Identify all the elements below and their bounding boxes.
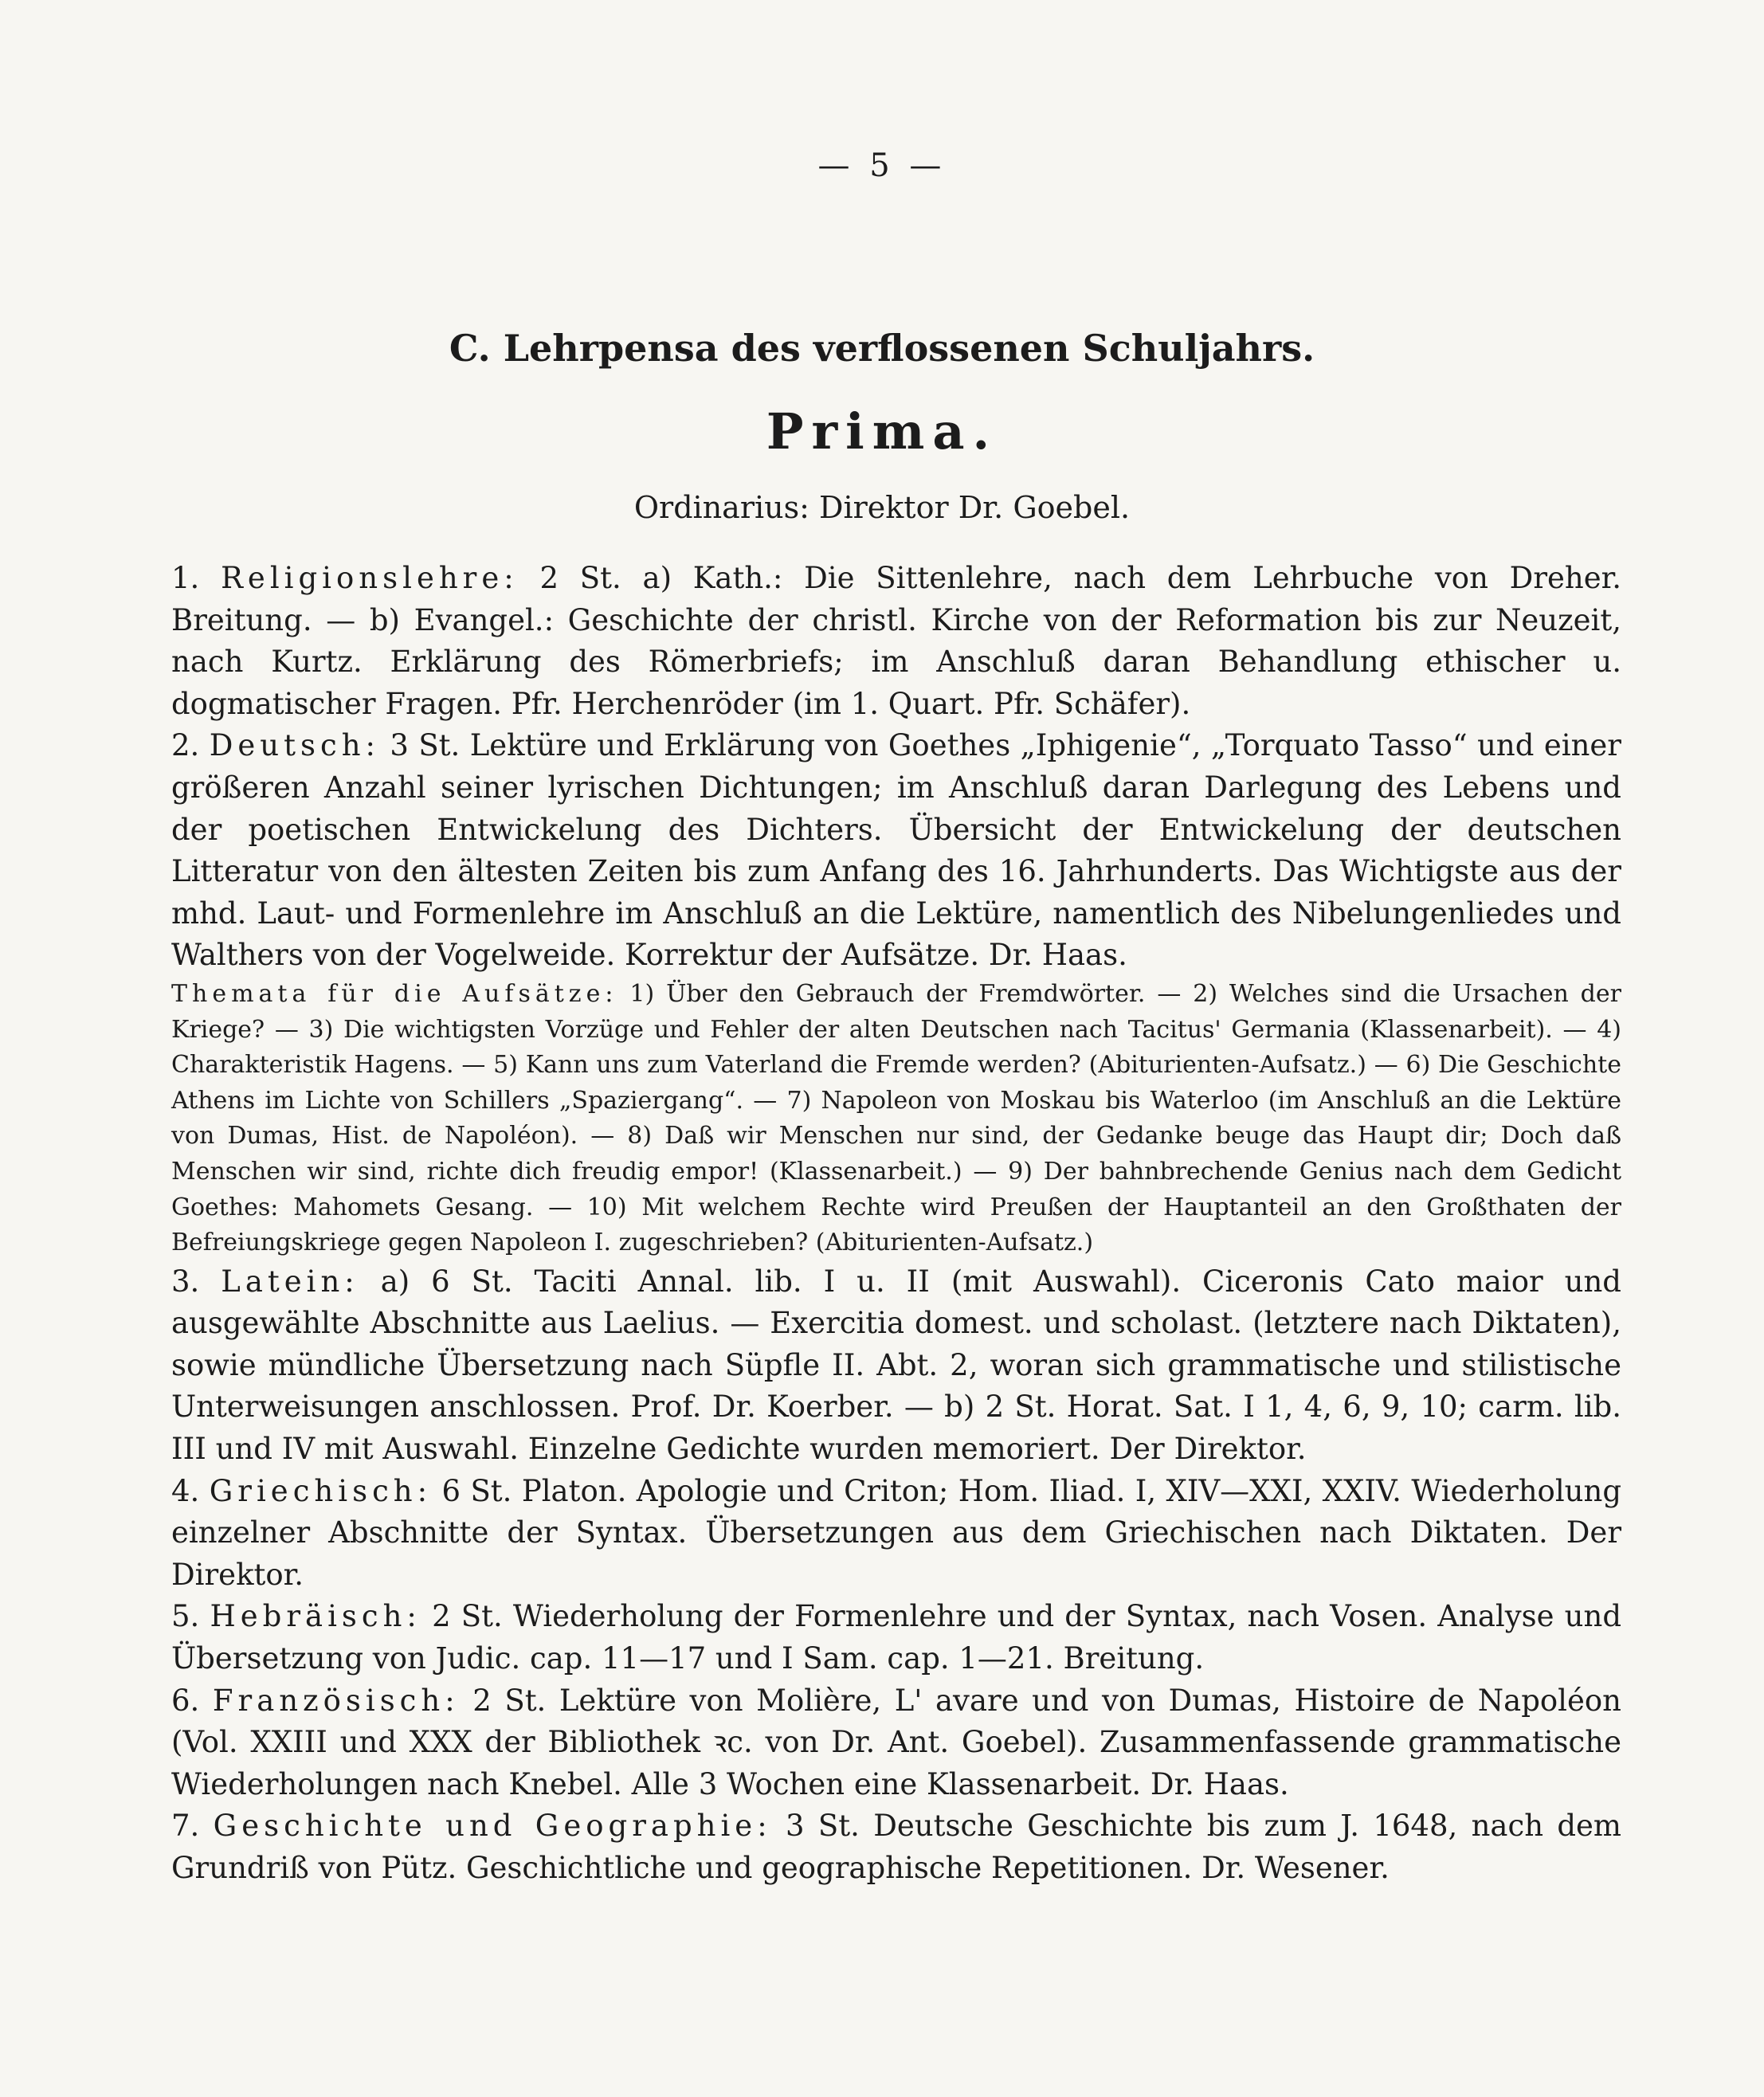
lehrpensa-body xyxy=(171,558,1621,1890)
subject-name: Latein: xyxy=(221,1264,359,1299)
subject-geschichte xyxy=(171,1805,1621,1889)
subject-name: Griechisch: xyxy=(209,1473,433,1508)
subject-number: 3. xyxy=(171,1264,200,1299)
subject-number: 6. xyxy=(171,1683,200,1718)
subject-deutsch xyxy=(171,725,1621,977)
subject-name: Deutsch: xyxy=(209,728,380,763)
subject-text: 3 St. Lektüre und Erklärung von Goethes „Iphigenie“, „Torquato Tasso“ und einer größeren Anzahl seiner lyrischen Dichtungen; im Anschluß daran Darlegung des Lebens und der poetischen Entwickelung des Dichters. Übersicht der Entwickelung der deutschen Litteratur von den ältesten Zeiten bis zum Anfang des 16. Jahrhunderts. Das Wichtigste aus der mhd. Laut- und Formenlehre im Anschluß an die Lektüre, namentlich des Nibelungenliedes und Walthers von der Vogelweide. Korrektur der Aufsätze. Dr. Haas. xyxy=(171,728,1621,973)
subject-text: a) 6 St. Taciti Annal. lib. I u. II (mit Auswahl). Ciceronis Cato maior und ausgewählte Abschnitte aus Laelius. — Exercitia domest. und scholast. (letztere nach Diktaten), sowie mündliche Übersetzung nach Süpfle II. Abt. 2, woran sich grammatische und stilistische Unterweisungen anschlossen. Prof. Dr. Koerber. — b) 2 St. Horat. Sat. I 1, 4, 6, 9, 10; carm. lib. III und IV mit Auswahl. Einzelne Gedichte wurden memoriert. Der Direktor. xyxy=(171,1264,1621,1467)
subject-latein xyxy=(171,1261,1621,1471)
subject-hebraeisch xyxy=(171,1596,1621,1680)
subject-number: 4. xyxy=(171,1473,200,1508)
page-number: — 5 — xyxy=(817,147,947,184)
subject-name: Hebräisch: xyxy=(210,1599,421,1634)
subject-number: 2. xyxy=(171,728,200,763)
subject-text: 6 St. Platon. Apologie und Criton; Hom. Iliad. I, XIV—XXI, XXIV. Wiederholung einzelner Abschnitte der Syntax. Übersetzungen aus dem Griechischen nach Diktaten. Der Direktor. xyxy=(171,1473,1622,1592)
subject-griechisch xyxy=(171,1471,1621,1597)
subject-text: 2 St. Wiederholung der Formenlehre und der Syntax, nach Vosen. Analyse und Übersetzung von Judic. cap. 11—17 und I Sam. cap. 1—21. Breitung. xyxy=(171,1599,1622,1676)
subject-number: 7. xyxy=(171,1809,200,1844)
class-title: Prima. xyxy=(766,402,998,461)
themata-label: Themata für die Aufsätze: xyxy=(171,979,618,1008)
subject-number: 5. xyxy=(171,1599,200,1634)
subject-text: 3 St. Deutsche Geschichte bis zum J. 1648, nach dem Grundriß von Pütz. Geschichtliche und geographische Repetitionen. Dr. Wesener. xyxy=(171,1809,1622,1885)
subject-name: Religionslehre: xyxy=(221,561,519,595)
subject-franzoesisch xyxy=(171,1680,1621,1806)
subject-religion xyxy=(171,558,1621,725)
themata-text: 1) Über den Gebrauch der Fremdwörter. — 2) Welches sind die Ursachen der Kriege? — 3) Die wichtigsten Vorzüge und Fehler der alten Deutschen nach Tacitus' Germania (Klassenarbeit). — 4) Charakteristik Hagens. — 5) Kann uns zum Vaterland die Fremde werden? (Abiturienten-Aufsatz.) — 6) Die Geschichte Athens im Lichte von Schillers „Spaziergang“. — 7) Napoleon von Moskau bis Waterloo (im Anschluß an die Lektüre von Dumas, Hist. de Napoléon). — 8) Daß wir Menschen nur sind, der Gedanke beuge das Haupt dir; Doch daß Menschen wir sind, richte dich freudig empor! (Klassenarbeit.) — 9) Der bahnbrechende Genius nach dem Gedicht Goethes: Mahomets Gesang. — 10) Mit welchem Rechte wird Preußen der Hauptanteil an den Großthaten der Befreiungskriege gegen Napoleon I. zugeschrieben? (Abiturienten-Aufsatz.) xyxy=(171,979,1621,1257)
subject-name: Geschichte und Geographie: xyxy=(213,1809,772,1844)
subject-name: Französisch: xyxy=(212,1683,460,1718)
subject-text: 2 St. Lektüre von Molière, L' avare und von Dumas, Histoire de Napoléon (Vol. XXIII und XXX der Bibliothek ꝛc. von Dr. Ant. Goebel). Zusammenfassende grammatische Wiederholungen nach Knebel. Alle 3 Wochen eine Klassenarbeit. Dr. Haas. xyxy=(171,1683,1622,1801)
subject-number: 1. xyxy=(171,561,200,595)
themata-aufsaetze xyxy=(171,977,1621,1261)
ordinarius-line: Ordinarius: Direktor Dr. Goebel. xyxy=(633,490,1131,525)
section-title: C. Lehrpensa des verflossenen Schuljahrs. xyxy=(449,327,1315,370)
subject-text: 2 St. a) Kath.: Die Sittenlehre, nach dem Lehrbuche von Dreher. Breitung. — b) Evangel.: Geschichte der christl. Kirche von der Reformation bis zur Neuzeit, nach Kurtz. Erklärung des Römerbriefs; im Anschluß daran Behandlung ethischer u. dogmatischer Fragen. Pfr. Herchenröder (im 1. Quart. Pfr. Schäfer). xyxy=(171,561,1622,721)
